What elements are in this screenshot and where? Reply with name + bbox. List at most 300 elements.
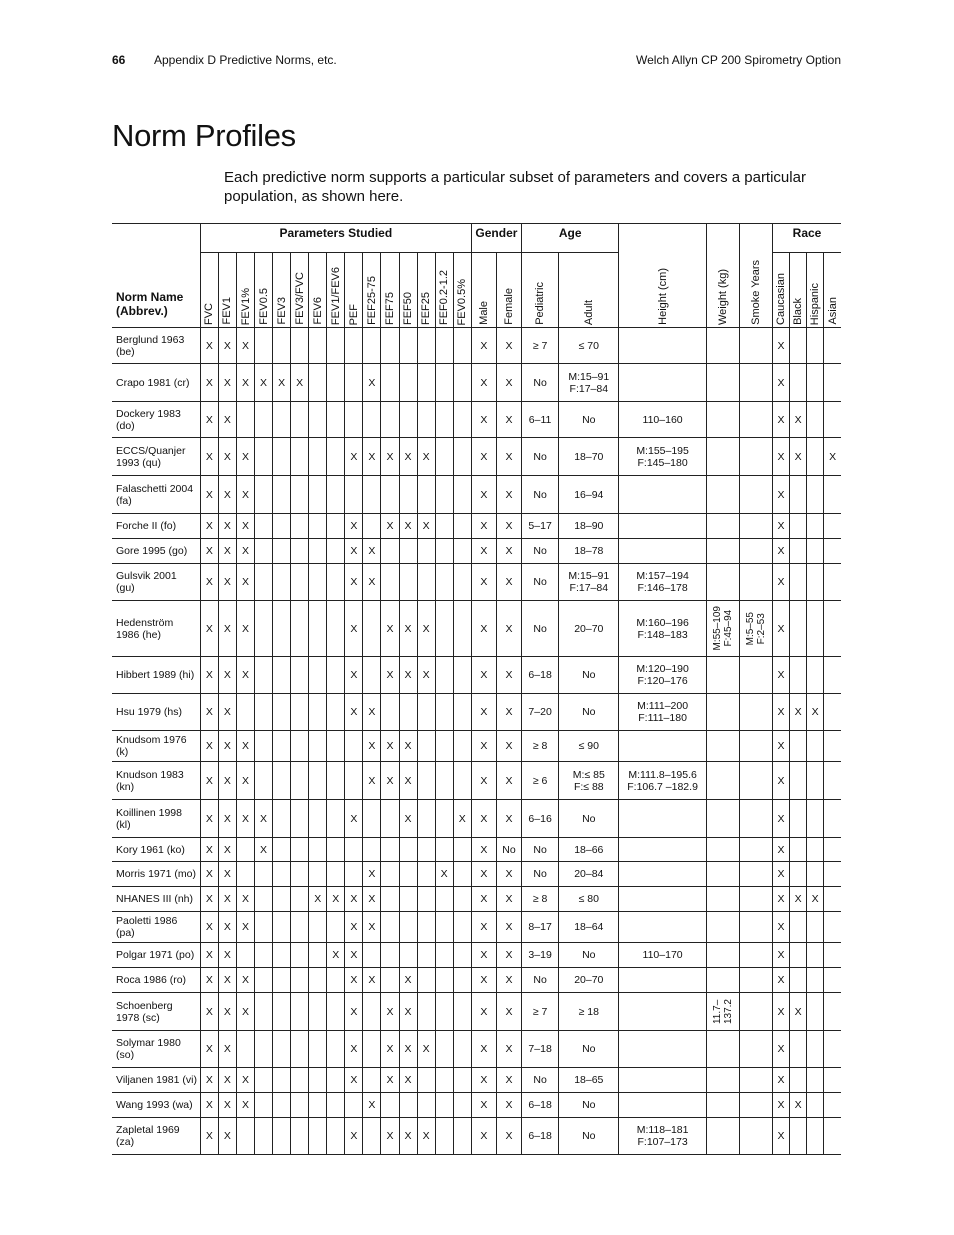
cell-female: X [496,694,521,731]
cell-fvc: X [200,564,218,601]
cell-pef [345,476,363,514]
cell-fev1 [236,694,254,731]
cell-pediatric: No [522,862,559,887]
cell-fef50: X [399,1068,417,1093]
cell-fev1: X [218,1068,236,1093]
cell-male: X [471,438,496,476]
cell-female: X [496,328,521,364]
cell-fef25 [417,564,435,601]
cell-caucasian: X [773,1093,790,1118]
cell-fef0-2-1-2 [435,514,453,539]
cell-fev6 [309,762,327,800]
cell-pef [345,838,363,862]
cell-fef0-2-1-2 [435,1093,453,1118]
column-label-smoke-years: Smoke Years [749,260,762,325]
cell-fef50 [399,328,417,364]
cell-smoke-years [739,838,772,862]
table-row [112,364,841,402]
cell-fef0-2-1-2 [435,838,453,862]
cell-fev1: X [236,564,254,601]
cell-asian [824,328,841,364]
cell-pediatric: No [522,968,559,993]
norm-name-cell: Hsu 1979 (hs) [112,694,200,731]
cell-fev1: X [218,657,236,694]
cell-black: X [790,887,807,912]
cell-fev0-5 [255,601,273,657]
table-row [112,476,841,514]
document-title: Welch Allyn CP 200 Spirometry Option [636,53,841,67]
cell-fef0-2-1-2 [435,887,453,912]
cell-fef50: X [399,800,417,838]
cell-fev1: X [236,968,254,993]
cell-pediatric: No [522,564,559,601]
column-header [417,253,435,328]
cell-fef0-2-1-2 [435,993,453,1031]
cell-fef0-2-1-2 [435,731,453,762]
cell-weight-kg [706,1118,739,1155]
cell-fvc: X [200,514,218,539]
cell-female: X [496,514,521,539]
cell-asian [824,1031,841,1068]
cell-fev0-5 [453,364,471,402]
cell-caucasian: X [773,731,790,762]
gender-group-header: Gender [471,224,521,253]
cell-fef50: X [399,731,417,762]
cell-male: X [471,1118,496,1155]
cell-weight-kg [706,800,739,838]
cell-fef50 [399,943,417,968]
table-row [112,838,841,862]
cell-adult: 18–70 [559,438,619,476]
cell-hispanic [807,539,824,564]
cell-weight-kg [706,657,739,694]
cell-fef25: X [417,514,435,539]
cell-hispanic [807,476,824,514]
cell-fev0-5 [255,1093,273,1118]
cell-adult: No [559,943,619,968]
cell-fev3-fvc [291,862,309,887]
cell-adult: No [559,1031,619,1068]
cell-fev3-fvc [291,564,309,601]
cell-hispanic: X [807,694,824,731]
cell-fev1-fev6 [327,657,345,694]
cell-fef25 [417,838,435,862]
cell-fef25-75: X [363,1093,381,1118]
cell-fef0-2-1-2 [435,539,453,564]
cell-smoke-years [739,800,772,838]
cell-fev1-fev6 [327,364,345,402]
column-label-fev1: FEV1 [221,297,234,325]
chapter-title: Appendix D Predictive Norms, etc. [154,53,337,67]
cell-fef25-75 [363,993,381,1031]
cell-caucasian: X [773,564,790,601]
cell-pef: X [345,694,363,731]
cell-pef: X [345,657,363,694]
cell-fef75: X [381,601,399,657]
cell-fev3 [273,402,291,438]
cell-asian [824,993,841,1031]
cell-fef25-75 [363,838,381,862]
cell-fev0-5 [255,968,273,993]
cell-fef25 [417,1093,435,1118]
cell-fev0-5 [255,694,273,731]
cell-fev1-fev6 [327,1118,345,1155]
group-header-row [112,224,841,253]
cell-hispanic [807,328,824,364]
cell-black: X [790,402,807,438]
cell-fev6 [309,862,327,887]
cell-pef: X [345,993,363,1031]
cell-pediatric: No [522,364,559,402]
cell-fev0-5 [453,968,471,993]
cell-fef25: X [417,438,435,476]
norm-name-cell: ECCS/Quanjer 1993 (qu) [112,438,200,476]
cell-fev0-5 [255,943,273,968]
column-label-asian: Asian [826,297,839,325]
column-label-fef25-75: FEF25-75 [365,276,378,325]
cell-height-cm: M:157–194 F:146–178 [619,564,706,601]
column-label-fef0-2-1-2: FEF0.2-1.2 [438,269,451,325]
cell-male: X [471,694,496,731]
cell-male: X [471,731,496,762]
cell-black [790,943,807,968]
cell-fvc: X [200,328,218,364]
cell-fef25: X [417,1118,435,1155]
cell-pediatric: ≥ 6 [522,762,559,800]
cell-female: X [496,993,521,1031]
cell-fef75 [381,838,399,862]
norm-profiles-table [112,223,841,1155]
cell-height-cm [619,887,706,912]
cell-fev6 [309,402,327,438]
column-header [522,253,559,328]
norm-name-cell: Forche II (fo) [112,514,200,539]
cell-smoke-years [739,968,772,993]
cell-fev3 [273,438,291,476]
cell-fef25 [417,364,435,402]
norm-name-cell: Koillinen 1998 (kl) [112,800,200,838]
cell-fev1 [236,838,254,862]
cell-fef75 [381,364,399,402]
norm-name-cell: Gulsvik 2001 (gu) [112,564,200,601]
cell-fev1: X [218,993,236,1031]
column-header [824,253,841,328]
cell-fef25-75: X [363,564,381,601]
cell-height-cm: 110–170 [619,943,706,968]
cell-fev3 [273,731,291,762]
cell-smoke-years [739,862,772,887]
cell-smoke-years [739,887,772,912]
column-label-fev1-fev6: FEV1/FEV6 [329,266,342,325]
cell-female: X [496,731,521,762]
cell-caucasian: X [773,1068,790,1093]
cell-fvc: X [200,364,218,402]
cell-fvc: X [200,657,218,694]
cell-fvc: X [200,993,218,1031]
cell-adult: 20–84 [559,862,619,887]
cell-male: X [471,476,496,514]
cell-height-cm: M:160–196 F:148–183 [619,601,706,657]
cell-pediatric: 3–19 [522,943,559,968]
cell-caucasian: X [773,943,790,968]
norm-name-cell: Viljanen 1981 (vi) [112,1068,200,1093]
cell-fef25 [417,887,435,912]
cell-asian [824,402,841,438]
cell-black [790,968,807,993]
cell-fev6 [309,601,327,657]
cell-weight-kg [706,887,739,912]
cell-hispanic [807,1068,824,1093]
cell-fev1-fev6 [327,762,345,800]
cell-fef0-2-1-2 [435,1118,453,1155]
cell-fev3 [273,943,291,968]
column-header [790,253,807,328]
cell-fev1: X [218,862,236,887]
column-header [200,253,218,328]
cell-adult: 20–70 [559,968,619,993]
cell-caucasian: X [773,800,790,838]
cell-fev1: X [236,438,254,476]
cell-fef25-75: X [363,364,381,402]
cell-fev3-fvc [291,731,309,762]
column-header [327,253,345,328]
cell-fev6 [309,564,327,601]
cell-adult: 18–90 [559,514,619,539]
column-header [559,253,619,328]
cell-adult: 18–66 [559,838,619,862]
cell-fev3 [273,1068,291,1093]
cell-fev1-fev6 [327,514,345,539]
cell-fev1 [236,1118,254,1155]
column-label-fef75: FEF75 [384,291,396,325]
cell-fvc: X [200,694,218,731]
norm-name-cell: Hibbert 1989 (hi) [112,657,200,694]
cell-adult: 16–94 [559,476,619,514]
cell-pef [345,364,363,402]
cell-adult: M:≤ 85 F:≤ 88 [559,762,619,800]
cell-fev3-fvc [291,1068,309,1093]
cell-fev3-fvc [291,1093,309,1118]
cell-black [790,657,807,694]
cell-fef25-75 [363,1068,381,1093]
cell-fef25-75 [363,601,381,657]
cell-fev1-fev6 [327,438,345,476]
cell-fev1-fev6 [327,1093,345,1118]
cell-fef25-75: X [363,762,381,800]
cell-fev0-5 [453,694,471,731]
cell-black [790,514,807,539]
column-header [381,253,399,328]
cell-fev6 [309,514,327,539]
cell-smoke-years [739,762,772,800]
cell-male: X [471,993,496,1031]
cell-fev6 [309,1068,327,1093]
cell-height-cm [619,364,706,402]
cell-female: X [496,862,521,887]
column-label-caucasian: Caucasian [775,273,788,325]
cell-fev3 [273,968,291,993]
cell-fev3-fvc [291,993,309,1031]
page-number: 66 [112,53,126,67]
norm-name-cell: Berglund 1963 (be) [112,328,200,364]
cell-fev1-fev6 [327,1031,345,1068]
cell-fev0-5 [453,887,471,912]
cell-fev1-fev6 [327,328,345,364]
cell-fef50: X [399,968,417,993]
cell-black [790,476,807,514]
cell-asian [824,968,841,993]
cell-asian [824,1093,841,1118]
cell-fef75 [381,476,399,514]
cell-fef25-75 [363,943,381,968]
cell-height-cm [619,514,706,539]
cell-fev1: X [218,1031,236,1068]
cell-weight-kg [706,694,739,731]
cell-fev3-fvc [291,402,309,438]
cell-black: X [790,438,807,476]
cell-black [790,601,807,657]
cell-fef0-2-1-2 [435,601,453,657]
cell-female: X [496,402,521,438]
cell-weight-kg [706,993,739,1031]
cell-fvc: X [200,1031,218,1068]
cell-male: X [471,762,496,800]
cell-fev0-5 [255,993,273,1031]
cell-pef: X [345,1118,363,1155]
cell-fev1: X [218,968,236,993]
cell-pef: X [345,887,363,912]
cell-fev3 [273,328,291,364]
cell-fef75: X [381,514,399,539]
race-group-header: Race [773,224,841,253]
cell-weight-kg [706,862,739,887]
cell-fvc: X [200,539,218,564]
cell-fev1: X [236,514,254,539]
cell-weight-kg [706,601,739,657]
cell-adult: No [559,402,619,438]
cell-pef: X [345,564,363,601]
cell-height-cm: M:155–195 F:145–180 [619,438,706,476]
cell-hispanic [807,731,824,762]
cell-fev3-fvc [291,539,309,564]
cell-female: X [496,1118,521,1155]
cell-fev0-5 [453,539,471,564]
norm-name-header: Norm Name (Abbrev.) [112,224,200,328]
cell-smoke-years [739,1093,772,1118]
cell-female: X [496,438,521,476]
cell-fev3-fvc [291,838,309,862]
cell-asian [824,476,841,514]
cell-fvc: X [200,1118,218,1155]
cell-fef25-75 [363,800,381,838]
cell-fef50 [399,476,417,514]
cell-fev1-fev6 [327,1068,345,1093]
cell-female: X [496,1068,521,1093]
cell-fev0-5 [255,1068,273,1093]
cell-adult: No [559,1118,619,1155]
cell-fev0-5 [255,762,273,800]
cell-fev3 [273,694,291,731]
table-row [112,1093,841,1118]
cell-fev1-fev6 [327,539,345,564]
cell-fev3 [273,476,291,514]
cell-fef50 [399,402,417,438]
cell-fev0-5 [255,862,273,887]
cell-fef75 [381,402,399,438]
cell-fev3 [273,862,291,887]
cell-asian [824,762,841,800]
cell-fef50: X [399,1118,417,1155]
cell-fev0-5 [255,887,273,912]
cell-smoke-years [739,402,772,438]
cell-pef [345,1093,363,1118]
cell-asian [824,800,841,838]
table-row [112,912,841,943]
cell-fev0-5 [453,1068,471,1093]
cell-caucasian: X [773,838,790,862]
cell-pediatric: 7–20 [522,694,559,731]
cell-asian [824,1068,841,1093]
norm-name-cell: Zapletal 1969 (za) [112,1118,200,1155]
table-row [112,438,841,476]
cell-fef50 [399,887,417,912]
cell-fev1-fev6 [327,993,345,1031]
cell-fev3 [273,838,291,862]
cell-fev3-fvc: X [291,364,309,402]
cell-black [790,800,807,838]
cell-fef75: X [381,1031,399,1068]
column-label-pediatric: Pediatric [534,282,547,325]
cell-fev1 [236,943,254,968]
cell-fef0-2-1-2 [435,800,453,838]
cell-fev1: X [236,1093,254,1118]
cell-caucasian: X [773,1118,790,1155]
cell-fef0-2-1-2 [435,364,453,402]
norm-name-cell: Morris 1971 (mo) [112,862,200,887]
cell-hispanic [807,1093,824,1118]
cell-weight-kg [706,968,739,993]
norm-name-cell: Hedenström 1986 (he) [112,601,200,657]
cell-fev1: X [236,539,254,564]
cell-fvc: X [200,1093,218,1118]
norm-name-cell: Crapo 1981 (cr) [112,364,200,402]
cell-pef [345,402,363,438]
table-row [112,564,841,601]
cell-fef25-75 [363,514,381,539]
table-row [112,993,841,1031]
norm-name-cell: Polgar 1971 (po) [112,943,200,968]
cell-smoke-years [739,912,772,943]
cell-fev0-5 [453,993,471,1031]
cell-hispanic [807,601,824,657]
cell-fev1: X [218,402,236,438]
cell-fev0-5 [255,564,273,601]
cell-adult: No [559,1093,619,1118]
norm-name-cell: Gore 1995 (go) [112,539,200,564]
column-label-fev3: FEV3 [275,297,288,325]
cell-caucasian: X [773,993,790,1031]
cell-height-cm [619,838,706,862]
cell-pef: X [345,601,363,657]
cell-black [790,762,807,800]
cell-smoke-years [739,1068,772,1093]
cell-caucasian: X [773,887,790,912]
cell-female: X [496,968,521,993]
cell-pediatric: 6–18 [522,1118,559,1155]
cell-fev1: X [236,657,254,694]
cell-fef25: X [417,1031,435,1068]
cell-fev1-fev6 [327,862,345,887]
